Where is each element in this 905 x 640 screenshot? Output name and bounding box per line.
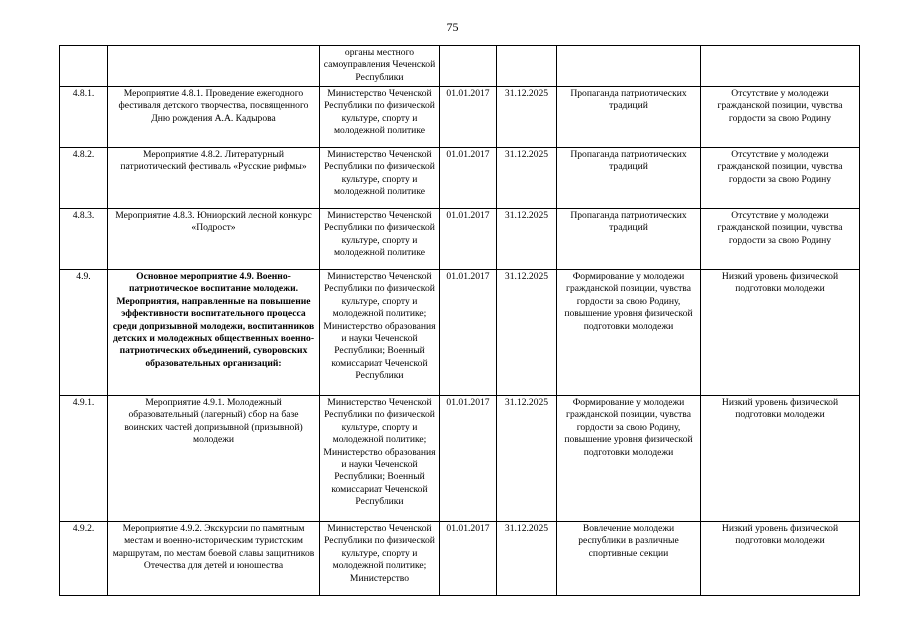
consequence-cell: Отсутствие у молодежи гражданской позиции, чувства гордости за свою Родину	[701, 209, 860, 270]
executor-cell: Министерство Чеченской Республики по физической культуре, спорту и молодежной политике	[320, 87, 440, 148]
row-number-cell: 4.9.2.	[60, 522, 108, 596]
table-row	[60, 46, 860, 87]
activity-name-cell: Основное мероприятие 4.9. Военно-патриотическое воспитание молодежи. Мероприятия, направленные на повышение эффективности воспитательного процесса среди допризывной молодежи, воспитанников детских и молодежных общественных военно-патриотических объединений, суворовских образовательных организаций:	[108, 270, 320, 396]
row-number-cell	[60, 46, 108, 87]
table-row	[60, 87, 860, 148]
end-date-cell: 31.12.2025	[497, 209, 557, 270]
executor-cell: Министерство Чеченской Республики по физической культуре, спорту и молодежной политике; Министерство образования и науки Чеченской Республики; Военный комиссариат Чеченской Республики	[320, 270, 440, 396]
expected-result-cell: Вовлечение молодежи республики в различные спортивные секции	[557, 522, 701, 596]
row-number-cell: 4.9.	[60, 270, 108, 396]
end-date-cell: 31.12.2025	[497, 270, 557, 396]
row-number-cell: 4.8.2.	[60, 148, 108, 209]
row-number-cell: 4.8.1.	[60, 87, 108, 148]
executor-cell: Министерство Чеченской Республики по физической культуре, спорту и молодежной политике	[320, 148, 440, 209]
page-number: 75	[446, 20, 459, 34]
executor-cell: органы местного самоуправления Чеченской Республики	[320, 46, 440, 87]
start-date-cell: 01.01.2017	[440, 148, 497, 209]
start-date-cell: 01.01.2017	[440, 522, 497, 596]
expected-result-cell: Пропаганда патриотических традиций	[557, 87, 701, 148]
table-row	[60, 522, 860, 596]
expected-result-cell: Пропаганда патриотических традиций	[557, 209, 701, 270]
end-date-cell: 31.12.2025	[497, 87, 557, 148]
program-table	[59, 45, 860, 596]
table-row	[60, 396, 860, 522]
table-row	[60, 209, 860, 270]
executor-cell: Министерство Чеченской Республики по физической культуре, спорту и молодежной политике; Министерство	[320, 522, 440, 596]
consequence-cell: Низкий уровень физической подготовки молодежи	[701, 270, 860, 396]
start-date-cell: 01.01.2017	[440, 396, 497, 522]
expected-result-cell: Формирование у молодежи гражданской позиции, чувства гордости за свою Родину, повышение уровня физической подготовки молодежи	[557, 396, 701, 522]
consequence-cell: Низкий уровень физической подготовки молодежи	[701, 396, 860, 522]
program-table-body	[60, 46, 860, 596]
start-date-cell: 01.01.2017	[440, 87, 497, 148]
end-date-cell: 31.12.2025	[497, 396, 557, 522]
row-number-cell: 4.8.3.	[60, 209, 108, 270]
consequence-cell	[701, 46, 860, 87]
expected-result-cell: Формирование у молодежи гражданской позиции, чувства гордости за свою Родину, повышение уровня физической подготовки молодежи	[557, 270, 701, 396]
activity-name-cell: Мероприятие 4.8.3. Юниорский лесной конкурс «Подрост»	[108, 209, 320, 270]
end-date-cell	[497, 46, 557, 87]
start-date-cell: 01.01.2017	[440, 209, 497, 270]
consequence-cell: Отсутствие у молодежи гражданской позиции, чувства гордости за свою Родину	[701, 148, 860, 209]
consequence-cell: Низкий уровень физической подготовки молодежи	[701, 522, 860, 596]
activity-name-cell: Мероприятие 4.9.1. Молодежный образовательный (лагерный) сбор на базе воинских частей допризывной (призывной) молодежи	[108, 396, 320, 522]
consequence-cell: Отсутствие у молодежи гражданской позиции, чувства гордости за свою Родину	[701, 87, 860, 148]
row-number-cell: 4.9.1.	[60, 396, 108, 522]
activity-name-cell: Мероприятие 4.9.2. Экскурсии по памятным местам и военно-историческим туристским маршрутам, по местам боевой славы защитников Отечества для детей и юношества	[108, 522, 320, 596]
activity-name-cell: Мероприятие 4.8.1. Проведение ежегодного фестиваля детского творчества, посвященного Дню рождения А.А. Кадырова	[108, 87, 320, 148]
start-date-cell: 01.01.2017	[440, 270, 497, 396]
expected-result-cell: Пропаганда патриотических традиций	[557, 148, 701, 209]
expected-result-cell	[557, 46, 701, 87]
table-row	[60, 270, 860, 396]
executor-cell: Министерство Чеченской Республики по физической культуре, спорту и молодежной политике	[320, 209, 440, 270]
activity-name-cell	[108, 46, 320, 87]
start-date-cell	[440, 46, 497, 87]
end-date-cell: 31.12.2025	[497, 148, 557, 209]
executor-cell: Министерство Чеченской Республики по физической культуре, спорту и молодежной политике; Министерство образования и науки Чеченской Республики; Военный комиссариат Чеченской Республики	[320, 396, 440, 522]
end-date-cell: 31.12.2025	[497, 522, 557, 596]
table-row	[60, 148, 860, 209]
activity-name-cell: Мероприятие 4.8.2. Литературный патриотический фестиваль «Русские рифмы»	[108, 148, 320, 209]
